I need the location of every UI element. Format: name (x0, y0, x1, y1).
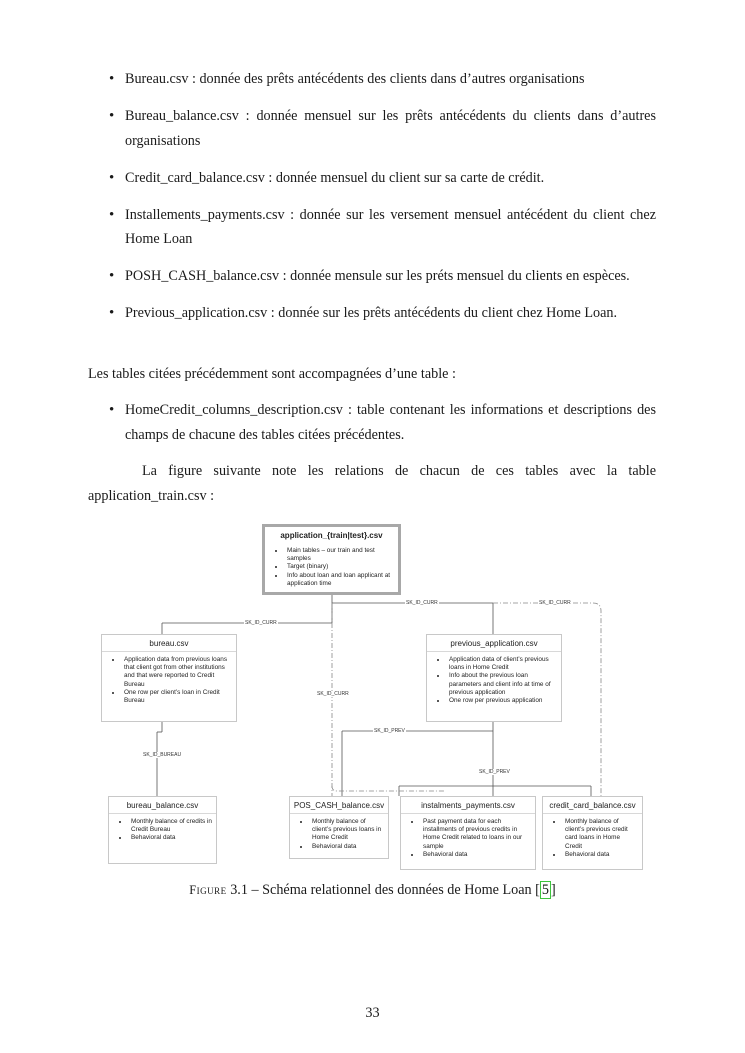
application-table-box (262, 524, 401, 595)
list-item: • Application data from previous loans that client got from other institutions and that were reported to Credit Bureau (122, 656, 232, 689)
box-title: instalments_payments.csv (401, 797, 535, 814)
caption-number: 3.1 (230, 882, 248, 898)
list-item: • Installements_payments.csv : donnée sur les versement mensuel antécédent du client chez Home Loan (88, 203, 656, 252)
list-item: • POSH_CASH_balance.csv : donnée mensule sur les préts mensuel du clients en espèces. (88, 264, 656, 289)
sk-id-curr-label: SK_ID_CURR (539, 600, 571, 606)
sk-id-prev-label: SK_ID_PREV (374, 728, 405, 734)
table-list-bottom (88, 398, 656, 460)
list-item: • Application data of client’s previous loans in Home Credit (447, 656, 557, 672)
sk-id-bureau-label: SK_ID_BUREAU (143, 752, 182, 758)
sk-id-curr-label: SK_ID_CURR (406, 600, 438, 606)
list-item: • Past payment data for each installments of previous credits in Home Credit related to loans in our sample (421, 818, 531, 851)
sk-id-prev-label: SK_ID_PREV (479, 769, 510, 775)
list-item: • Behavioral data (310, 843, 384, 851)
citation-link[interactable]: 5 (541, 882, 549, 898)
previous-application-box (426, 634, 562, 722)
relational-diagram (95, 520, 655, 875)
box-title: previous_application.csv (427, 635, 561, 652)
box-title: credit_card_balance.csv (543, 797, 642, 814)
credit-card-balance-box (542, 796, 643, 870)
caption-text: – Schéma relationnel des données de Home Loan (251, 882, 532, 898)
list-item: • Info about the previous loan parameters and client info at time of previous application (447, 672, 557, 697)
intro-line: Les tables citées précédemment sont accompagnées d’une table : (88, 366, 456, 382)
bureau-balance-box (108, 796, 217, 864)
sk-id-curr-label: SK_ID_CURR (245, 620, 277, 626)
instalments-payments-box (400, 796, 536, 870)
list-item: • HomeCredit_columns_description.csv : table contenant les informations et descriptions des champs de chacune des tables citées précédentes. (88, 398, 656, 447)
list-item: • Behavioral data (421, 851, 531, 859)
list-item: • Main tables – our train and test samples (285, 547, 394, 563)
list-item: • Info about loan and loan applicant at application time (285, 572, 394, 588)
sk-id-curr-label: SK_ID_CURR (317, 691, 349, 697)
caption-prefix: Figure (189, 883, 227, 897)
list-item: • One row per previous application (447, 697, 557, 705)
figure-intro: La figure suivante note les relations de chacun de ces tables avec la table application_train.csv : (88, 463, 656, 504)
list-item: • Credit_card_balance.csv : donnée mensuel du client sur sa carte de crédit. (88, 166, 656, 191)
list-item: • Bureau_balance.csv : donnée mensuel sur les prêts antécédents du clients dans d’autres organisations (88, 104, 656, 153)
box-title: application_{train|test}.csv (280, 531, 383, 540)
figure-caption: Figure 3.1 – Schéma relationnel des données de Home Loan [ 5 ] (189, 882, 556, 898)
list-item: • Previous_application.csv : donnée sur les prêts antécédents du client chez Home Loan. (88, 301, 656, 326)
box-title: bureau.csv (102, 635, 236, 652)
pos-cash-balance-box (289, 796, 389, 859)
list-item: • Behavioral data (563, 851, 638, 859)
page-number: 33 (365, 1005, 380, 1021)
box-title: bureau_balance.csv (109, 797, 216, 814)
box-title: POS_CASH_balance.csv (290, 797, 388, 814)
list-item: • Bureau.csv : donnée des prêts antécédents des clients dans d’autres organisations (88, 67, 656, 92)
bureau-table-box (101, 634, 237, 722)
list-item: • Behavioral data (129, 834, 212, 842)
list-item: • Monthly balance of credits in Credit Bureau (129, 818, 212, 834)
list-item: • Monthly balance of client’s previous loans in Home Credit (310, 818, 384, 843)
table-list-top (88, 67, 656, 338)
list-item: • One row per client’s loan in Credit Bureau (122, 689, 232, 705)
list-item: • Monthly balance of client’s previous credit card loans in Home Credit (563, 818, 638, 851)
list-item: • Target (binary) (285, 563, 394, 571)
